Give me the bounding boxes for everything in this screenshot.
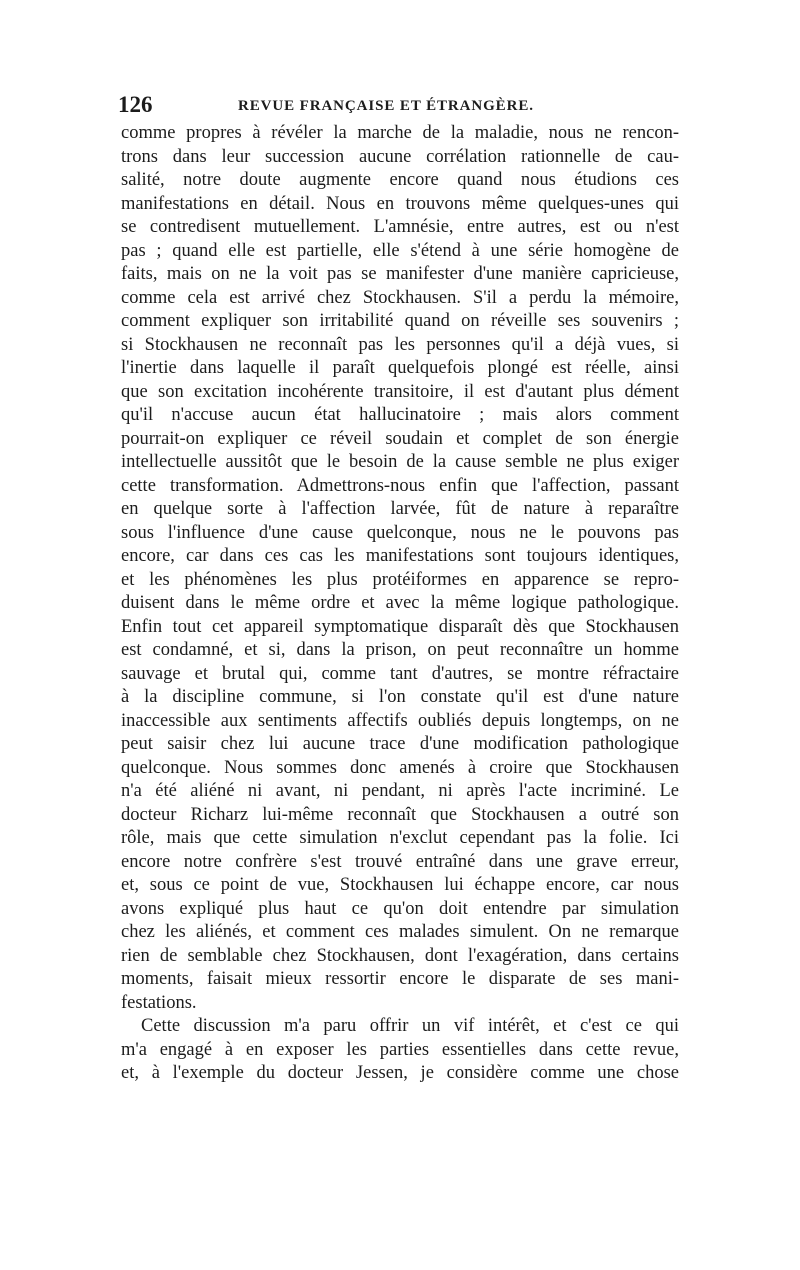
- text-line: quelconque. Nous sommes donc amenés à croire que Stockhausen: [121, 757, 679, 778]
- text-line: trons dans leur succession aucune corrélation rationnelle de cau-: [121, 146, 679, 167]
- text-line: inaccessible aux sentiments affectifs oubliés depuis longtemps, on ne: [121, 710, 679, 731]
- book-page: [118, 0, 679, 1270]
- text-line: n'a été aliéné ni avant, ni pendant, ni après l'acte incriminé. Le: [121, 781, 679, 801]
- text-line: Cette discussion m'a paru offrir un vif intérêt, et c'est ce qui: [141, 1016, 679, 1036]
- text-line: pourrait-on expliquer ce réveil soudain et complet de son énergie: [121, 428, 679, 449]
- text-line: pas ; quand elle est partielle, elle s'étend à une série homogène de: [121, 240, 679, 261]
- text-line: se contredisent mutuellement. L'amnésie, entre autres, est ou n'est: [121, 217, 679, 237]
- body-text: [121, 122, 679, 1086]
- text-line: si Stockhausen ne reconnaît pas les personnes qu'il a déjà vues, si: [121, 334, 679, 355]
- text-line: que son excitation incohérente transitoire, il est d'autant plus dément: [121, 381, 679, 402]
- text-line: l'inertie dans laquelle il paraît quelquefois plongé est réelle, ainsi: [121, 358, 679, 378]
- text-line: sauvage et brutal qui, comme tant d'autres, se montre réfractaire: [121, 663, 679, 684]
- text-line: comment expliquer son irritabilité quand on réveille ses souvenirs ;: [121, 311, 679, 331]
- text-line: rôle, mais que cette simulation n'exclut cependant pas la folie. Ici: [121, 828, 679, 848]
- text-line: salité, notre doute augmente encore quand nous étudions ces: [121, 170, 679, 190]
- text-line: sous l'influence d'une cause quelconque, nous ne le pouvons pas: [121, 522, 679, 543]
- text-line: rien de semblable chez Stockhausen, dont l'exagération, dans certains: [121, 945, 679, 966]
- text-line: avons expliqué plus haut ce qu'on doit entendre par simulation: [121, 898, 679, 919]
- page-number: 126: [118, 92, 153, 117]
- text-line: en quelque sorte à l'affection larvée, fût de nature à reparaître: [121, 499, 679, 519]
- text-line: chez les aliénés, et comment ces malades simulent. On ne remarque: [121, 922, 679, 942]
- text-line: m'a engagé à en exposer les parties essentielles dans cette revue,: [121, 1039, 679, 1060]
- text-line: et les phénomènes les plus protéiformes en apparence se repro-: [121, 569, 679, 590]
- text-line: encore notre confrère s'est trouvé entraîné dans une grave erreur,: [121, 851, 679, 872]
- text-line: intellectuelle aussitôt que le besoin de la cause semble ne plus exiger: [121, 452, 679, 472]
- text-line: comme propres à révéler la marche de la maladie, nous ne rencon-: [121, 123, 679, 143]
- text-line: moments, faisait mieux ressortir encore le disparate de ses mani-: [121, 969, 679, 989]
- text-line: festations.: [121, 992, 197, 1013]
- text-line: encore, car dans ces cas les manifestations sont toujours identiques,: [121, 546, 679, 566]
- text-line: à la discipline commune, si l'on constate qu'il est d'une nature: [121, 687, 679, 707]
- text-line: et, à l'exemple du docteur Jessen, je considère comme une chose: [121, 1063, 679, 1083]
- text-line: faits, mais on ne la voit pas se manifester d'une manière capricieuse,: [121, 264, 679, 284]
- text-line: comme cela est arrivé chez Stockhausen. S'il a perdu la mémoire,: [121, 287, 679, 308]
- text-line: et, sous ce point de vue, Stockhausen lui échappe encore, car nous: [121, 875, 679, 895]
- text-line: manifestations en détail. Nous en trouvons même quelques-unes qui: [121, 193, 679, 214]
- running-head: REVUE FRANÇAISE ET ÉTRANGÈRE.: [238, 98, 534, 114]
- text-line: docteur Richarz lui-même reconnaît que Stockhausen a outré son: [121, 804, 679, 825]
- text-line: duisent dans le même ordre et avec la même logique pathologique.: [121, 593, 679, 613]
- page-header: [118, 90, 679, 120]
- text-line: cette transformation. Admettrons-nous enfin que l'affection, passant: [121, 475, 679, 496]
- text-line: qu'il n'accuse aucun état hallucinatoire ; mais alors comment: [121, 405, 679, 425]
- text-line: Enfin tout cet appareil symptomatique disparaît dès que Stockhausen: [121, 616, 679, 637]
- text-line: est condamné, et si, dans la prison, on peut reconnaître un homme: [121, 640, 679, 660]
- text-line: peut saisir chez lui aucune trace d'une modification pathologique: [121, 734, 679, 754]
